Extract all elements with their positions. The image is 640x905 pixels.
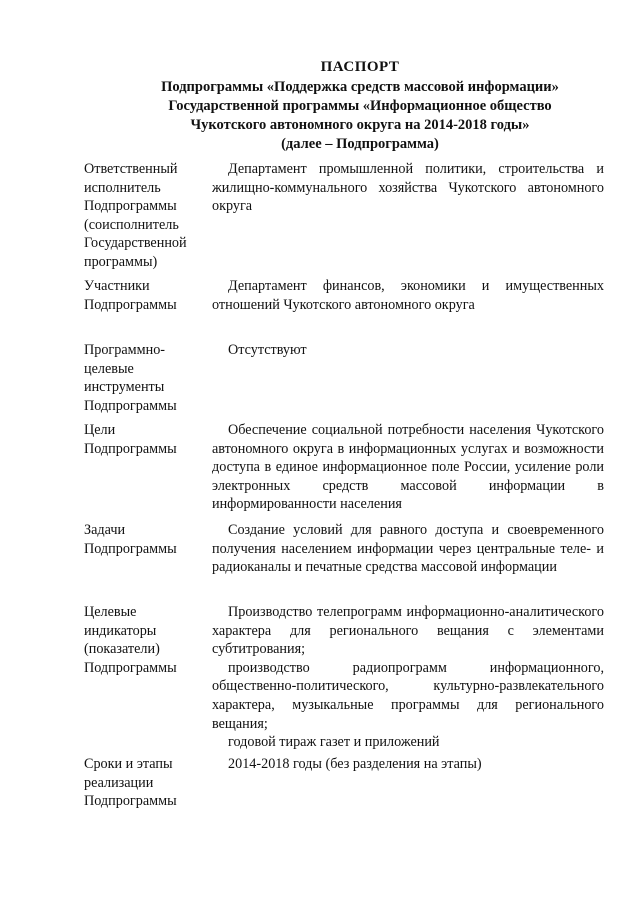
value-paragraph: Обеспечение социальной потребности населения Чукотского автономного округа в информационных услугах и возможности доступа в единое информационное поле России, усиление роли электронных средств массовой информации в информированности населения (212, 422, 604, 513)
label-line: Подпрограммы (84, 397, 177, 414)
value-paragraph: Создание условий для равного доступа и своевременного получения населением информации через центральные теле- и радиоканалы и печатные средства массовой информации (212, 522, 604, 576)
value-paragraph: производство радиопрограмм информационного, общественно-политического, культурно-развлекательного характера, музыкальные программы для регионального вещания; (212, 659, 604, 732)
value-paragraph: Производство телепрограмм информационно-аналитического характера для регионального вещания с элементами субтитрования; (212, 604, 604, 658)
label-line: Подпрограммы (84, 440, 177, 457)
row-label (84, 341, 204, 415)
row-label (84, 160, 204, 272)
row-value (212, 341, 604, 360)
row-label (84, 603, 204, 677)
label-line: Программно- (84, 342, 166, 358)
value-paragraph: годовой тираж газет и приложений (228, 734, 440, 751)
label-line: реализации (84, 774, 154, 791)
label-line: индикаторы (84, 622, 157, 639)
label-line: целевые (84, 360, 134, 377)
heading-note: (далее – Подпрограмма) (281, 136, 439, 152)
value-paragraph: Департамент финансов, экономики и имущественных отношений Чукотского автономного округа (212, 278, 604, 313)
value-paragraph: 2014-2018 годы (без разделения на этапы) (228, 756, 482, 772)
label-line: Подпрограммы (84, 198, 177, 215)
program-name-line2: Чукотского автономного округа на 2014-2018 годы» (190, 117, 530, 133)
label-line: Подпрограммы (84, 793, 177, 810)
label-line: Подпрограммы (84, 540, 177, 557)
row-label (84, 421, 204, 458)
row-label (84, 521, 204, 558)
row-value (212, 421, 604, 514)
row-value (212, 755, 604, 774)
row-value (212, 521, 604, 577)
label-line: (соисполнитель (84, 216, 179, 233)
document-title: ПАСПОРТ (320, 59, 400, 75)
row-value (212, 160, 604, 216)
label-line: Подпрограммы (84, 659, 177, 676)
label-line: инструменты (84, 379, 165, 396)
value-paragraph: Отсутствуют (228, 342, 307, 358)
subprogram-name: Подпрограммы «Поддержка средств массовой информации» (161, 79, 559, 95)
label-line: Сроки и этапы (84, 756, 173, 772)
passport-heading (60, 58, 640, 154)
label-line: исполнитель (84, 179, 161, 196)
label-line: Ответственный (84, 161, 178, 177)
row-value (212, 277, 604, 314)
row-label (84, 755, 204, 811)
label-line: программы) (84, 253, 158, 270)
program-name-line1: Государственной программы «Информационное общество (168, 98, 552, 114)
label-line: Участники (84, 278, 150, 294)
value-paragraph: Департамент промышленной политики, строительства и жилищно-коммунального хозяйства Чукотского автономного округа (212, 161, 604, 215)
label-line: Подпрограммы (84, 296, 177, 313)
row-label (84, 277, 204, 314)
label-line: Целевые (84, 604, 137, 620)
row-value (212, 603, 604, 752)
label-line: Государственной (84, 235, 187, 252)
label-line: (показатели) (84, 641, 160, 658)
label-line: Задачи (84, 522, 126, 538)
label-line: Цели (84, 422, 116, 438)
